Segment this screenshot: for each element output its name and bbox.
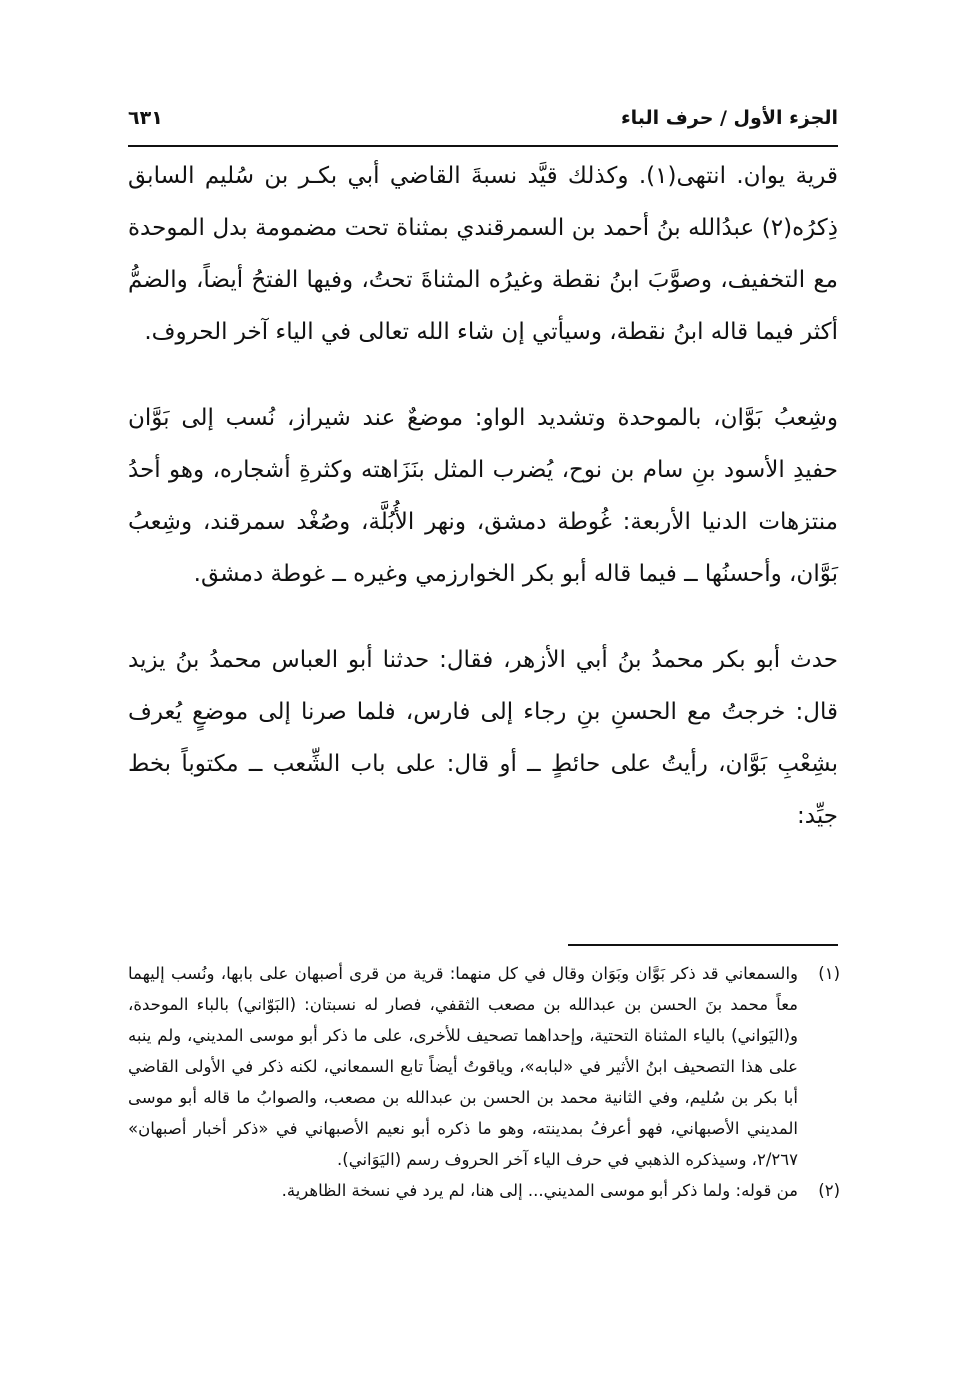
running-header — [128, 98, 838, 138]
footnote-text: من قوله: ولما ذكر أبو موسى المديني... إلى هنا، لم يرد في نسخة الظاهرية. — [281, 1181, 798, 1200]
footnotes — [128, 958, 840, 1206]
main-text — [128, 150, 838, 842]
footnote — [128, 958, 840, 1175]
footnote-number: (٢) — [818, 1181, 840, 1200]
paragraph: قرية يوان. انتهى(١). وكذلك قيَّد نسبةَ القاضي أبي بكـر بن سُليم السابق ذِكرُه(٢) عبدُالله بنُ أحمد بن السمرقندي بمثناة تحت مضمومة بدل الموحدة مع التخفيف، وصوَّبَ ابنُ نقطة وغيرُه المثناةَ تحتُ، وفيها الفتحُ أيضاً، والضمُّ أكثر فيما قاله ابنُ نقطة، وسيأتي إن شاء الله تعالى في الياء آخر الحروف. — [128, 163, 838, 345]
footnote — [128, 1175, 840, 1206]
header-divider — [128, 145, 838, 147]
header-title: الجزء الأول / حرف الباء — [620, 107, 838, 129]
page-number: ٦٣١ — [128, 107, 163, 129]
footnote-divider — [568, 944, 838, 946]
footnote-text: والسمعاني قد ذكر بَوَّان وبَوَان وقال في كل منهما: قرية من قرى أصبهان على بابها، ونُسب إليهما معاً محمد بنَ الحسن بن عبدالله بن مصعب الثقفي، فصار له نسبتان: (البَوّاني) بالباء الموحدة، و(اليَواني) بالياء المثناة التحتية، وإحداهما تصحيف للأخرى، على ما ذكر أبو موسى المديني، ولم ينبه على هذا التصحيف ابنُ الأثير في «لبابه»، وياقوتُ أيضاً تابع السمعاني، لكنه ذكر في الأولى القاضي أبا بكر بن سُليم، وفي الثانية محمد بن الحسن بن عبدالله بن مصعب، والصوابُ ما قاله أبو موسى المديني الأصبهاني، فهو أعرفُ بمدينته، وهو ما ذكره أبو نعيم الأصبهاني في «ذكر أخبار أصبهان» ٢/٢٦٧، وسيذكره الذهبي في حرف الياء آخر الحروف رسم (اليَوَاني). — [128, 964, 798, 1169]
footnote-number: (١) — [818, 964, 840, 983]
paragraph: حدث أبو بكر محمدُ بنُ أبي الأزهر، فقال: حدثنا أبو العباس محمدُ بنُ يزيد قال: خرجتُ مع الحسنِ بنِ رجاء إلى فارس، فلما صرنا إلى موضعٍ يُعرف بشِعْبِ بَوَّان، رأيتُ على حائطٍ ــ أو قال: على باب الشِّعب ــ مكتوباً بخط جيِّد: — [128, 647, 838, 829]
paragraph: وشِعبُ بَوَّان، بالموحدة وتشديد الواو: موضعٌ عند شيراز، نُسب إلى بَوَّان حفيدِ الأسود بنِ سام بن نوح، يُضرب المثل بنَزَاهته وكثرةِ أشجاره، وهو أحدُ منتزهات الدنيا الأربعة: غُوطة دمشق، ونهر الأُبُلَّة، وصُغْد سمرقند، وشِعبُ بَوَّان، وأحسنُها ــ فيما قاله أبو بكر الخوارزمي وغيره ــ غوطة دمشق. — [128, 405, 838, 587]
